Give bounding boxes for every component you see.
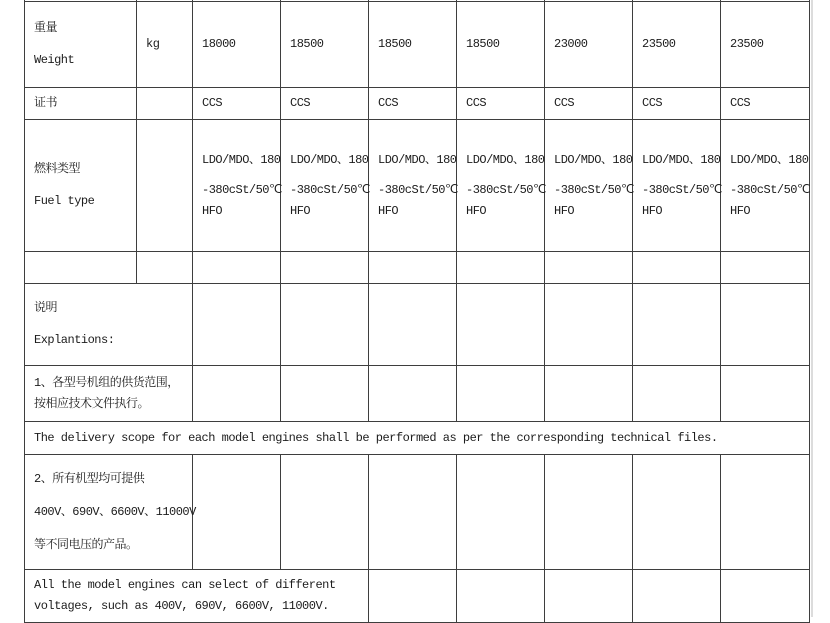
empty-cell: [457, 252, 545, 284]
empty-cell: [281, 455, 369, 570]
certificate-value-cell: [545, 88, 633, 120]
empty-cell: [545, 284, 633, 366]
empty-cell: [193, 252, 281, 284]
certificate-value: CCS: [642, 96, 663, 110]
fuel-value-line1: LDO/MDO、180: [290, 152, 369, 167]
empty-cell: [193, 366, 281, 422]
fuel-value-line2: -380cSt/50℃: [290, 182, 370, 197]
certificate-value: CCS: [378, 96, 399, 110]
empty-cell: [633, 284, 721, 366]
fuel-value-line2: -380cSt/50℃: [202, 182, 282, 197]
empty-cell: [281, 366, 369, 422]
empty-cell: [193, 284, 281, 366]
weight-label-zh: 重量: [34, 21, 58, 35]
fuel-type-row: [25, 120, 810, 252]
fuel-value-cell: [721, 120, 810, 252]
explanation-label-cell: [25, 284, 193, 366]
fuel-value-line3: HFO: [466, 203, 487, 218]
fuel-value-line3: HFO: [290, 203, 311, 218]
empty-cell: [721, 252, 810, 284]
fuel-value-line1: LDO/MDO、180: [202, 152, 281, 167]
empty-cell: [25, 252, 137, 284]
weight-unit: kg: [146, 37, 160, 51]
empty-cell: [369, 252, 457, 284]
note1-line2: 按相应技术文件执行。: [34, 396, 150, 411]
certificate-value: CCS: [202, 96, 223, 110]
empty-cell: [633, 366, 721, 422]
empty-cell: [369, 455, 457, 570]
empty-cell: [369, 570, 457, 623]
voltage-note-text-cell: [25, 570, 369, 623]
note1-line1: 1、各型号机组的供货范围，: [34, 375, 179, 390]
page-edge-divider: [811, 0, 813, 617]
empty-cell: [457, 366, 545, 422]
empty-cell: [721, 366, 810, 422]
fuel-value-cell: [633, 120, 721, 252]
fuel-value-line2: -380cSt/50℃: [378, 182, 458, 197]
fuel-value-line3: HFO: [202, 203, 223, 218]
certificate-value: CCS: [290, 96, 311, 110]
weight-value-cell: [369, 2, 457, 88]
delivery-scope-text-cell: [25, 422, 810, 455]
weight-value-cell: [193, 2, 281, 88]
fuel-unit-cell: [137, 120, 193, 252]
empty-cell: [369, 366, 457, 422]
certificate-unit-cell: [137, 88, 193, 120]
fuel-value-line2: -380cSt/50℃: [730, 182, 810, 197]
fuel-value-line2: -380cSt/50℃: [642, 182, 722, 197]
empty-cell: [281, 252, 369, 284]
empty-cell: [457, 570, 545, 623]
weight-value-cell: [545, 2, 633, 88]
fuel-value-line3: HFO: [554, 203, 575, 218]
explanation-label-en: Explantions:: [34, 333, 115, 347]
empty-cell: [369, 284, 457, 366]
weight-value: 18500: [378, 37, 412, 51]
weight-unit-cell: [137, 2, 193, 88]
empty-cell: [721, 570, 810, 623]
weight-value: 18500: [290, 37, 324, 51]
voltage-note-line2: voltages, such as 400V, 690V, 6600V, 11000V.: [34, 599, 329, 613]
fuel-value-cell: [369, 120, 457, 252]
weight-value-cell: [721, 2, 810, 88]
delivery-scope-text: The delivery scope for each model engines shall be performed as per the corresponding technical files.: [34, 430, 718, 445]
note1-row: [25, 366, 810, 422]
empty-cell: [137, 252, 193, 284]
certificate-row: [25, 88, 810, 120]
empty-cell: [545, 252, 633, 284]
fuel-value-line1: LDO/MDO、180: [554, 152, 633, 167]
empty-cell: [545, 570, 633, 623]
fuel-value-line3: HFO: [378, 203, 399, 218]
weight-value: 23000: [554, 37, 588, 51]
certificate-label-zh: 证书: [34, 96, 58, 110]
weight-value: 18000: [202, 37, 236, 51]
empty-row: [25, 252, 810, 284]
empty-cell: [545, 455, 633, 570]
empty-cell: [633, 455, 721, 570]
certificate-value: CCS: [554, 96, 575, 110]
fuel-value-line2: -380cSt/50℃: [466, 182, 546, 197]
certificate-value-cell: [457, 88, 545, 120]
certificate-label-cell: [25, 88, 137, 120]
note2-text-cell: [25, 455, 196, 570]
fuel-value-cell: [193, 120, 281, 252]
fuel-value-line1: LDO/MDO、180: [378, 152, 457, 167]
fuel-value-line1: LDO/MDO、180: [730, 152, 809, 167]
weight-value: 18500: [466, 37, 500, 51]
empty-cell: [281, 284, 369, 366]
weight-row: [25, 2, 810, 88]
empty-cell: [633, 252, 721, 284]
weight-value-cell: [633, 2, 721, 88]
fuel-value-cell: [281, 120, 369, 252]
fuel-value-cell: [457, 120, 545, 252]
explanation-label-zh: 说明: [34, 301, 58, 315]
certificate-value-cell: [193, 88, 281, 120]
weight-value: 23500: [642, 37, 676, 51]
fuel-label-en: Fuel type: [34, 194, 95, 208]
weight-label-cell: [25, 2, 137, 88]
certificate-value: CCS: [466, 96, 487, 110]
note1-text-cell: [25, 366, 193, 422]
empty-cell: [545, 366, 633, 422]
fuel-value-line3: HFO: [642, 203, 663, 218]
certificate-value-cell: [633, 88, 721, 120]
note2-row: [25, 455, 810, 570]
voltage-note-row: [25, 570, 810, 623]
empty-cell: [457, 455, 545, 570]
certificate-value: CCS: [730, 96, 751, 110]
empty-cell: [457, 284, 545, 366]
engine-spec-table: [24, 0, 810, 623]
certificate-value-cell: [721, 88, 810, 120]
empty-cell: [721, 284, 810, 366]
fuel-value-line1: LDO/MDO、180: [642, 152, 721, 167]
weight-value-cell: [281, 2, 369, 88]
note2-line1: 2、所有机型均可提供: [34, 471, 145, 486]
empty-cell: [193, 455, 281, 570]
fuel-value-cell: [545, 120, 633, 252]
fuel-value-line1: LDO/MDO、180: [466, 152, 545, 167]
note2-line2: 400V、690V、6600V、11000V: [34, 504, 196, 519]
note2-line3: 等不同电压的产品。: [34, 537, 138, 552]
fuel-label-zh: 燃料类型: [34, 162, 81, 176]
weight-value-cell: [457, 2, 545, 88]
explanation-row: [25, 284, 810, 366]
fuel-value-line3: HFO: [730, 203, 751, 218]
empty-cell: [633, 570, 721, 623]
voltage-note-line1: All the model engines can select of different: [34, 578, 336, 592]
empty-cell: [721, 455, 810, 570]
weight-label-en: Weight: [34, 53, 75, 67]
weight-value: 23500: [730, 37, 764, 51]
fuel-value-line2: -380cSt/50℃: [554, 182, 634, 197]
fuel-label-cell: [25, 120, 137, 252]
certificate-value-cell: [281, 88, 369, 120]
certificate-value-cell: [369, 88, 457, 120]
delivery-scope-row: [25, 422, 810, 455]
